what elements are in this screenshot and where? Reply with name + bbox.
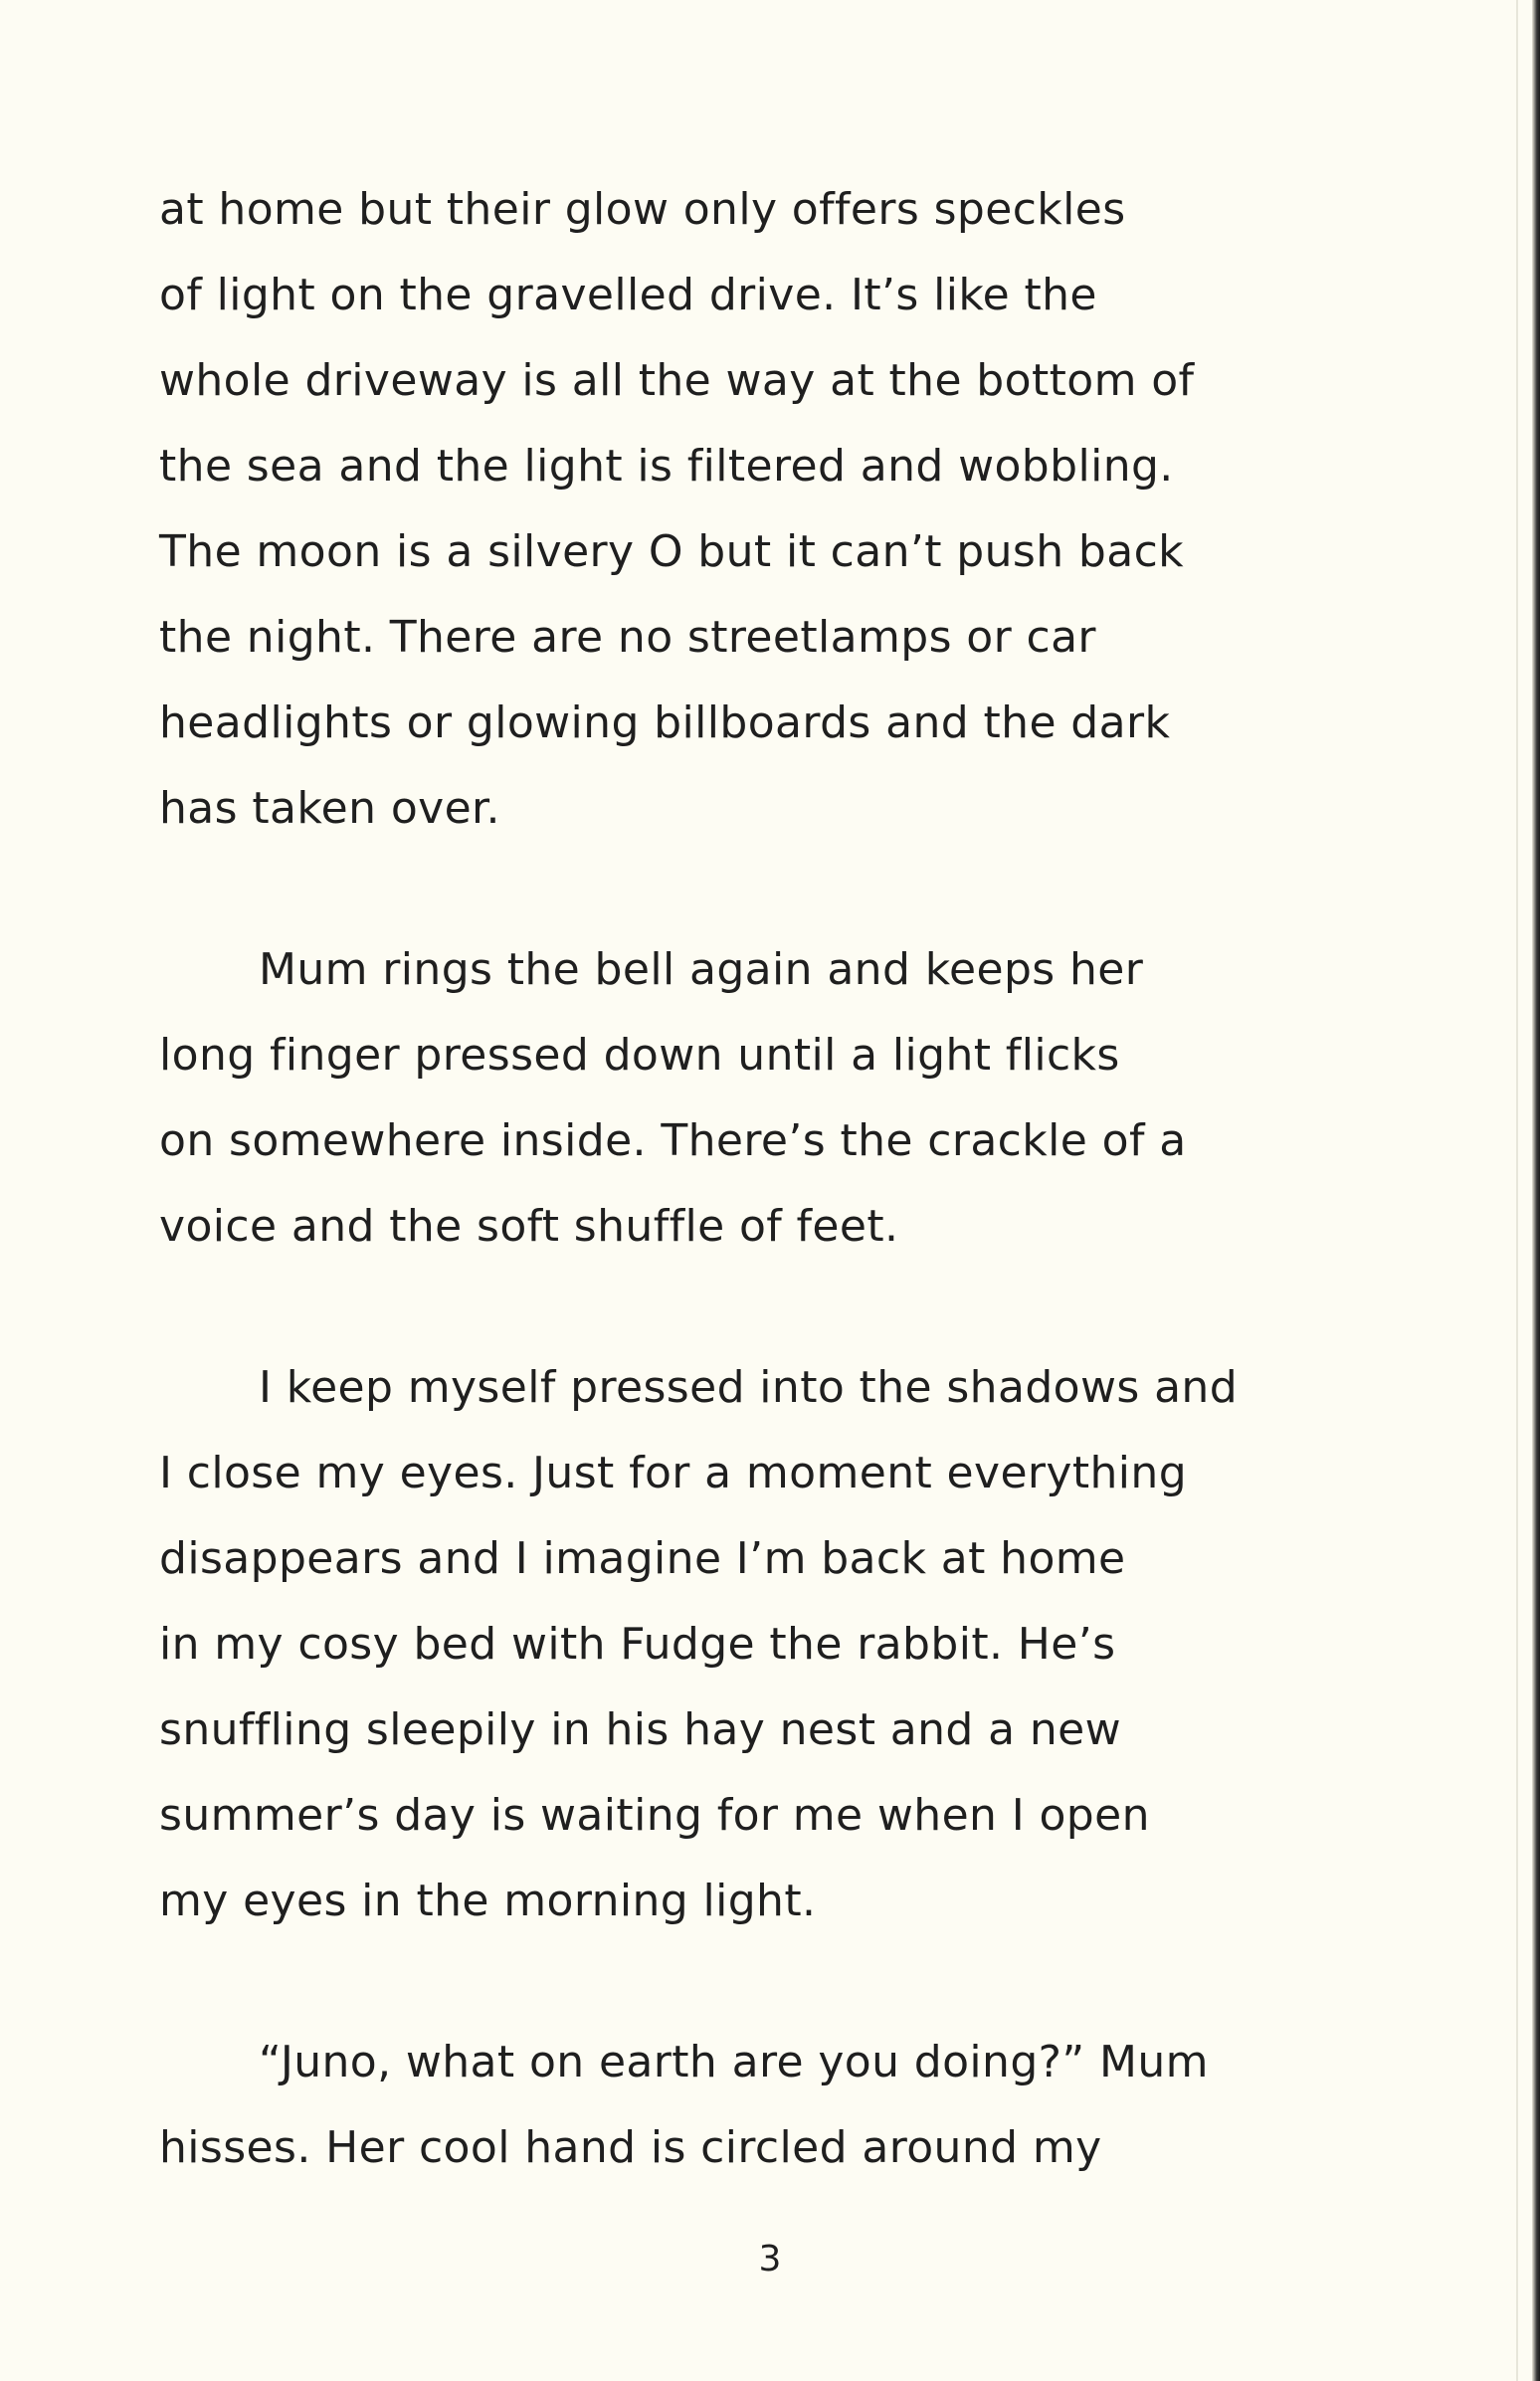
text-line: disappears and I imagine I’m back at home <box>159 1533 1126 1584</box>
body-text <box>159 167 1413 2191</box>
text-line: my eyes in the morning light. <box>159 1876 817 1926</box>
text-line: Mum rings the bell again and keeps her <box>259 944 1144 995</box>
paragraph-4 <box>159 2020 1413 2191</box>
text-line: voice and the soft shuffle of feet. <box>159 1201 899 1252</box>
page-fold-shadow <box>1516 0 1518 2381</box>
paragraph-2 <box>159 927 1413 1270</box>
paragraph-3 <box>159 1345 1413 1944</box>
text-line: “Juno, what on earth are you doing?” Mum <box>259 2037 1209 2087</box>
text-line: I close my eyes. Just for a moment everything <box>159 1448 1188 1498</box>
text-line: headlights or glowing billboards and the dark <box>159 697 1171 748</box>
text-line: long finger pressed down until a light flicks <box>159 1030 1120 1081</box>
text-line: summer’s day is waiting for me when I open <box>159 1790 1150 1841</box>
text-line: hisses. Her cool hand is circled around my <box>159 2122 1102 2173</box>
text-line: I keep myself pressed into the shadows and <box>259 1362 1239 1413</box>
text-line: the sea and the light is filtered and wobbling. <box>159 441 1174 492</box>
page-edge <box>1532 0 1540 2381</box>
page-number: 3 <box>758 2239 782 2280</box>
text-line: at home but their glow only offers speckles <box>159 184 1126 235</box>
text-line: The moon is a silvery O but it can’t push back <box>159 526 1185 577</box>
text-line: has taken over. <box>159 783 500 834</box>
text-line: on somewhere inside. There’s the crackle of a <box>159 1115 1187 1166</box>
text-line: snuffling sleepily in his hay nest and a new <box>159 1704 1121 1755</box>
text-line: of light on the gravelled drive. It’s like the <box>159 270 1097 320</box>
text-line: in my cosy bed with Fudge the rabbit. He’s <box>159 1619 1116 1670</box>
text-line: the night. There are no streetlamps or car <box>159 612 1096 663</box>
text-line: whole driveway is all the way at the bottom of <box>159 355 1195 406</box>
paragraph-1 <box>159 167 1413 852</box>
